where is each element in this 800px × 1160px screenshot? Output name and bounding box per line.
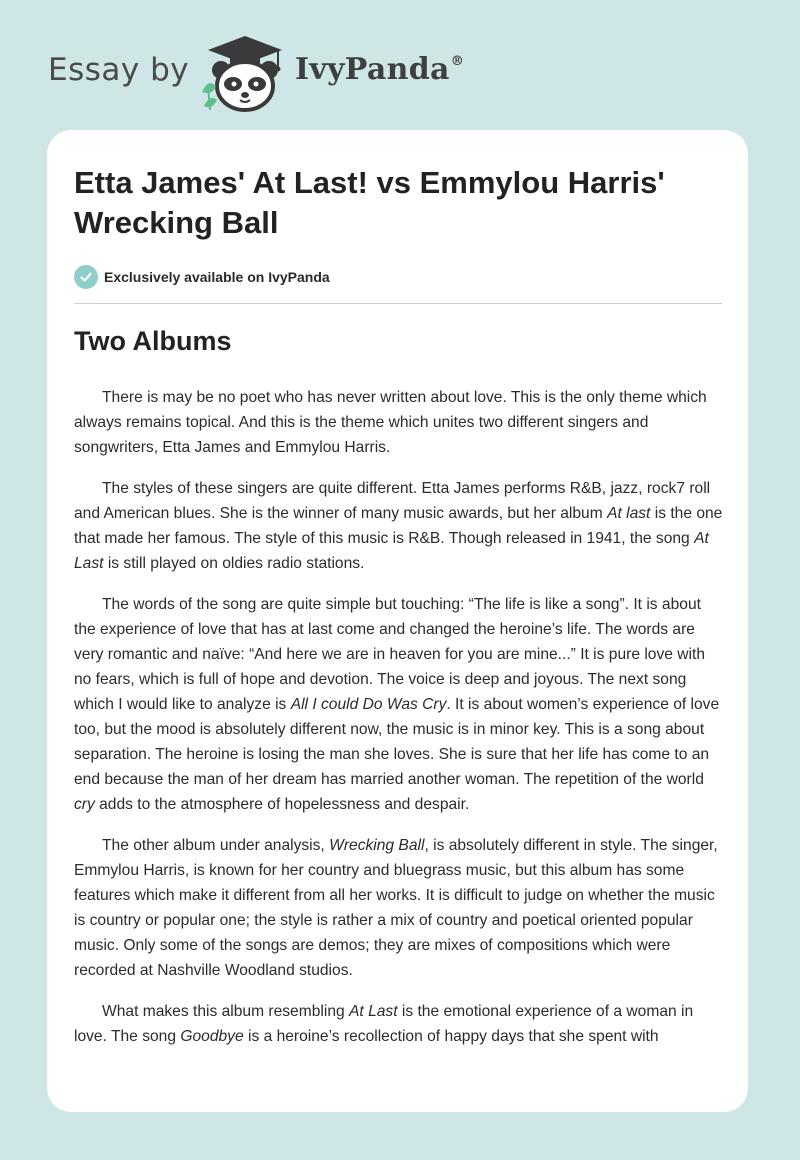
paragraph-4: The other album under analysis, Wrecking Ball, is absolutely different in style. The singer, Emmylou Harris, is known for her country and bluegrass music, but this album has some features which make it different from all her works. It is difficult to judge on whether the music is country or popular one; the style is rather a mix of country and poetical oriented popular music. Only some of the songs are demos; they are mixes of compositions which were recorded at Nashville Woodland studios.	[74, 837, 718, 979]
paragraph-1: There is may be no poet who has never written about love. This is the only theme which always remains topical. And this is the theme which unites two different singers and songwriters, Etta James and Emmylou Harris.	[74, 389, 707, 456]
paragraph-3: The words of the song are quite simple but touching: “The life is like a song”. It is about the experience of love that has at last come and changed the heroine’s life. The words are very romantic and naïve: “And here we are in heaven for you are mine...” It is pure love with no fears, which is full of hope and devotion. The voice is deep and joyous. The next song which I would like to analyze is All I could Do Was Cry. It is about women’s experience of love too, but the mood is absolutely different now, the music is in minor key. This is a song about separation. The heroine is losing the man she loves. She is sure that her life has come to an end because the man of her dream has married another woman. The repetition of the world cry adds to the atmosphere of hopelessness and despair.	[74, 596, 720, 813]
article-body	[74, 385, 724, 1065]
brand-text: IvyPanda	[295, 52, 450, 87]
essay-by-label: Essay by	[48, 52, 190, 88]
paragraph-5: What makes this album resembling At Last is the emotional experience of a woman in love. The song Goodbye is a heroine’s recollection of happy days that she spent with	[74, 1003, 694, 1045]
site-header	[48, 30, 548, 110]
brand-name[interactable]	[295, 52, 464, 87]
article-title: Etta James' At Last! vs Emmylou Harris' Wrecking Ball	[74, 165, 665, 240]
registered-mark: ®	[450, 54, 465, 69]
divider	[74, 303, 722, 304]
check-icon	[74, 265, 98, 289]
exclusive-badge	[74, 263, 330, 291]
paragraph-2: The styles of these singers are quite different. Etta James performs R&B, jazz, rock7 roll and American blues. She is the winner of many music awards, but her album At last is the one that made her famous. The style of this music is R&B. Though released in 1941, the song At Last is still played on oldies radio stations.	[74, 480, 723, 572]
section-title: Two Albums	[74, 326, 232, 356]
exclusive-badge-text: Exclusively available on IvyPanda	[104, 269, 330, 285]
panda-graduate-icon[interactable]	[200, 34, 290, 112]
article-card	[47, 130, 748, 1112]
